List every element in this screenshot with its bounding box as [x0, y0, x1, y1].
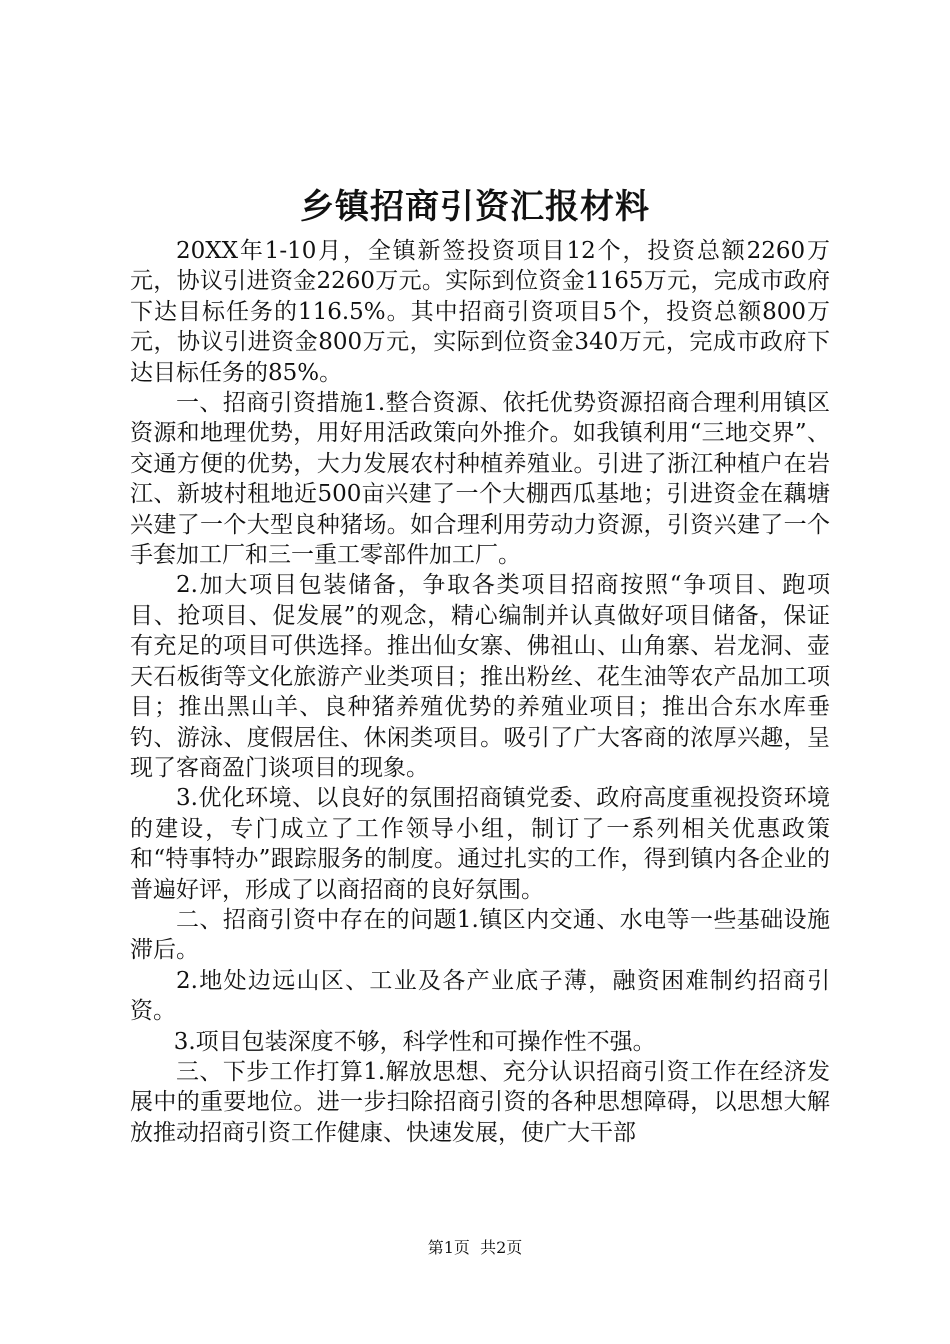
paragraph-problems-3: 3.项目包装深度不够，科学性和可操作性不强。 [173, 1028, 656, 1055]
paragraph-measures-1: 一、招商引资措施1.整合资源、依托优势资源招商合理利用镇区资源和地理优势，用好用活政策向外推介。如我镇利用“三地交界”、交通方便的优势，大力发展农村种植养殖业。引进了浙江种植户在岩江、新坡村租地近500亩兴建了一个大棚西瓜基地；引进资金在藕塘兴建了一个大型良种猪场。如合理利用劳动力资源，引资兴建了一个手套加工厂和三一重工零部件加工厂。 [130, 390, 830, 569]
paragraph-measures-3: 3.优化环境、以良好的氛围招商镇党委、政府高度重视投资环境的建设，专门成立了工作领导小组，制订了一系列相关优惠政策和“特事特办”跟踪服务的制度。通过扎实的工作，得到镇内各企业的普遍好评，形成了以商招商的良好氛围。 [130, 785, 830, 903]
page-number-total: 共2页 [480, 1238, 523, 1257]
page-number-current: 第1页 [427, 1238, 470, 1257]
paragraph-plans-1: 三、下步工作打算1.解放思想、充分认识招商引资工作在经济发展中的重要地位。进一步扫除招商引资的各种思想障碍，以思想大解放推动招商引资工作健康、快速发展，使广大干部 [130, 1058, 830, 1146]
paragraph-measures-2: 2.加大项目包装储备，争取各类项目招商按照“争项目、跑项目、抢项目、促发展”的观念，精心编制并认真做好项目储备，保证有充足的项目可供选择。推出仙女寨、佛祖山、山角寨、岩龙洞、壶天石板街等文化旅游产业类项目；推出粉丝、花生油等农产品加工项目；推出黑山羊、良种猪养殖优势的养殖业项目；推出合东水库垂钓、游泳、度假居住、休闲类项目。吸引了广大客商的浓厚兴趣，呈现了客商盈门谈项目的现象。 [130, 572, 830, 781]
paragraph-problems-2: 2.地处边远山区、工业及各产业底子薄，融资困难制约招商引资。 [130, 967, 830, 1025]
paragraph-overview: 20XX年1-10月，全镇新签投资项目12个，投资总额2260万元，协议引进资金2260万元。实际到位资金1165万元，完成市政府下达目标任务的116.5%。其中招商引资项目5个，投资总额800万元，协议引进资金800万元，实际到位资金340万元，完成市政府下达目标任务的85%。 [130, 238, 830, 386]
document-title: 乡镇招商引资汇报材料 [300, 187, 650, 227]
page-footer [0, 1236, 950, 1260]
document-body [130, 236, 830, 1148]
paragraph-problems-1: 二、招商引资中存在的问题1.镇区内交通、水电等一些基础设施滞后。 [130, 906, 830, 964]
